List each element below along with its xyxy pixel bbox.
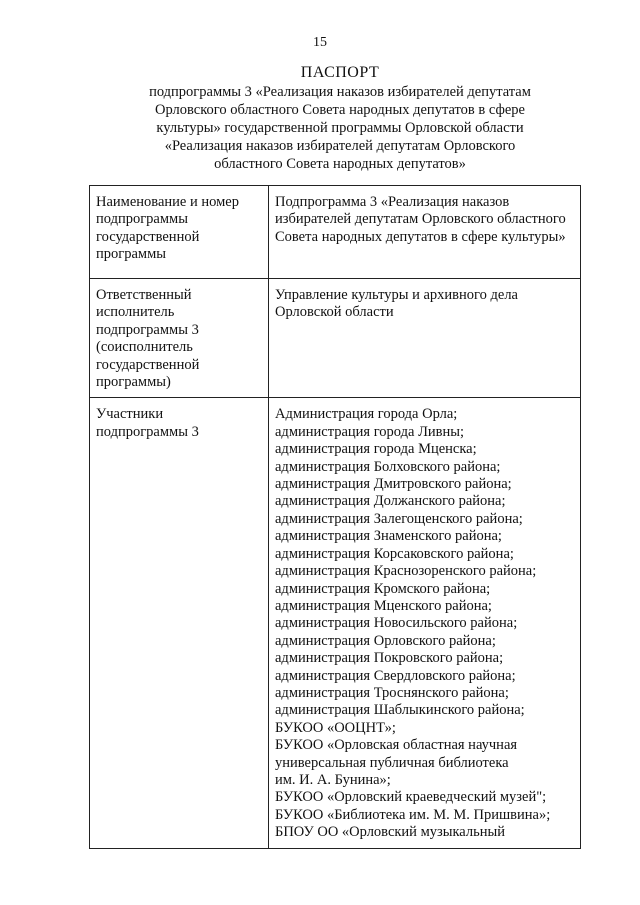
value-line: администрация города Ливны; bbox=[275, 423, 465, 440]
label-line: подпрограммы 3 bbox=[96, 423, 199, 440]
value-line: БПОУ ОО «Орловский музыкальный bbox=[275, 824, 505, 841]
label-line: подпрограммы 3 bbox=[96, 321, 199, 338]
page-number: 15 bbox=[313, 35, 327, 50]
row-value bbox=[269, 398, 581, 848]
subtitle-line: «Реализация наказов избирателей депутатам Орловского bbox=[164, 138, 516, 154]
row-label bbox=[90, 279, 269, 398]
value-line: администрация Новосильского района; bbox=[275, 615, 518, 632]
subtitle-line: областного Совета народных депутатов» bbox=[214, 156, 466, 172]
value-line: Совета народных депутатов в сфере культуры» bbox=[275, 228, 566, 245]
value-line: администрация Покровского района; bbox=[275, 650, 504, 667]
value-line: администрация Троснянского района; bbox=[275, 684, 509, 701]
table-row bbox=[90, 186, 581, 279]
row-label bbox=[90, 398, 269, 848]
value-line: универсальная публичная библиотека bbox=[275, 754, 509, 771]
value-line: администрация Краснозоренского района; bbox=[275, 563, 537, 580]
subtitle-line: Орловского областного Совета народных депутатов в сфере bbox=[154, 102, 525, 118]
value-line: им. И. А. Бунина»; bbox=[275, 771, 391, 788]
document-subtitle bbox=[60, 83, 620, 173]
label-line: государственной bbox=[96, 228, 200, 245]
label-line: подпрограммы bbox=[96, 211, 188, 228]
value-line: администрация Свердловского района; bbox=[275, 667, 516, 684]
value-line: администрация Дмитровского района; bbox=[275, 476, 512, 493]
label-line: программы bbox=[96, 246, 166, 263]
value-line: БУКОО «Орловская областная научная bbox=[275, 737, 518, 754]
label-line: программы) bbox=[96, 374, 171, 391]
value-line: Подпрограмма 3 «Реализация наказов bbox=[275, 194, 510, 210]
document-header bbox=[60, 63, 620, 173]
value-line: Орловской области bbox=[275, 304, 394, 321]
value-line: администрация Кромского района; bbox=[275, 580, 491, 597]
row-value bbox=[269, 186, 581, 279]
row-label bbox=[90, 186, 269, 279]
label-line: Наименование и номер bbox=[96, 194, 239, 210]
value-line: администрация Залегощенского района; bbox=[275, 510, 523, 527]
value-line: БУКОО «Орловский краеведческий музей"; bbox=[275, 789, 547, 806]
value-line: администрация Знаменского района; bbox=[275, 528, 502, 545]
table-row bbox=[90, 279, 581, 398]
value-line: Администрация города Орла; bbox=[275, 406, 458, 423]
label-line: Участники bbox=[96, 406, 164, 423]
passport-table bbox=[89, 185, 581, 849]
value-line: администрация Болховского района; bbox=[275, 458, 501, 475]
value-line: Управление культуры и архивного дела bbox=[275, 287, 518, 303]
subtitle-line: культуры» государственной программы Орловской области bbox=[156, 120, 524, 136]
label-line: исполнитель bbox=[96, 304, 175, 321]
label-line: Ответственный bbox=[96, 287, 192, 303]
value-line: БУКОО «Библиотека им. М. М. Пришвина»; bbox=[275, 806, 551, 823]
label-line: (соисполнитель bbox=[96, 339, 193, 356]
document-title: ПАСПОРТ bbox=[300, 64, 380, 81]
value-line: БУКОО «ООЦНТ»; bbox=[275, 719, 396, 736]
label-line: государственной bbox=[96, 356, 200, 373]
row-value bbox=[269, 279, 581, 398]
value-line: администрация Мценского района; bbox=[275, 597, 492, 614]
table-row bbox=[90, 398, 581, 848]
value-line: администрация Шаблыкинского района; bbox=[275, 702, 525, 719]
value-line: администрация Корсаковского района; bbox=[275, 545, 514, 562]
value-line: администрация Орловского района; bbox=[275, 632, 496, 649]
value-line: администрация города Мценска; bbox=[275, 441, 477, 458]
value-line: избирателей депутатам Орловского областного bbox=[275, 211, 566, 228]
value-line: администрация Должанского района; bbox=[275, 493, 506, 510]
subtitle-line: подпрограммы 3 «Реализация наказов избирателей депутатам bbox=[149, 84, 531, 100]
